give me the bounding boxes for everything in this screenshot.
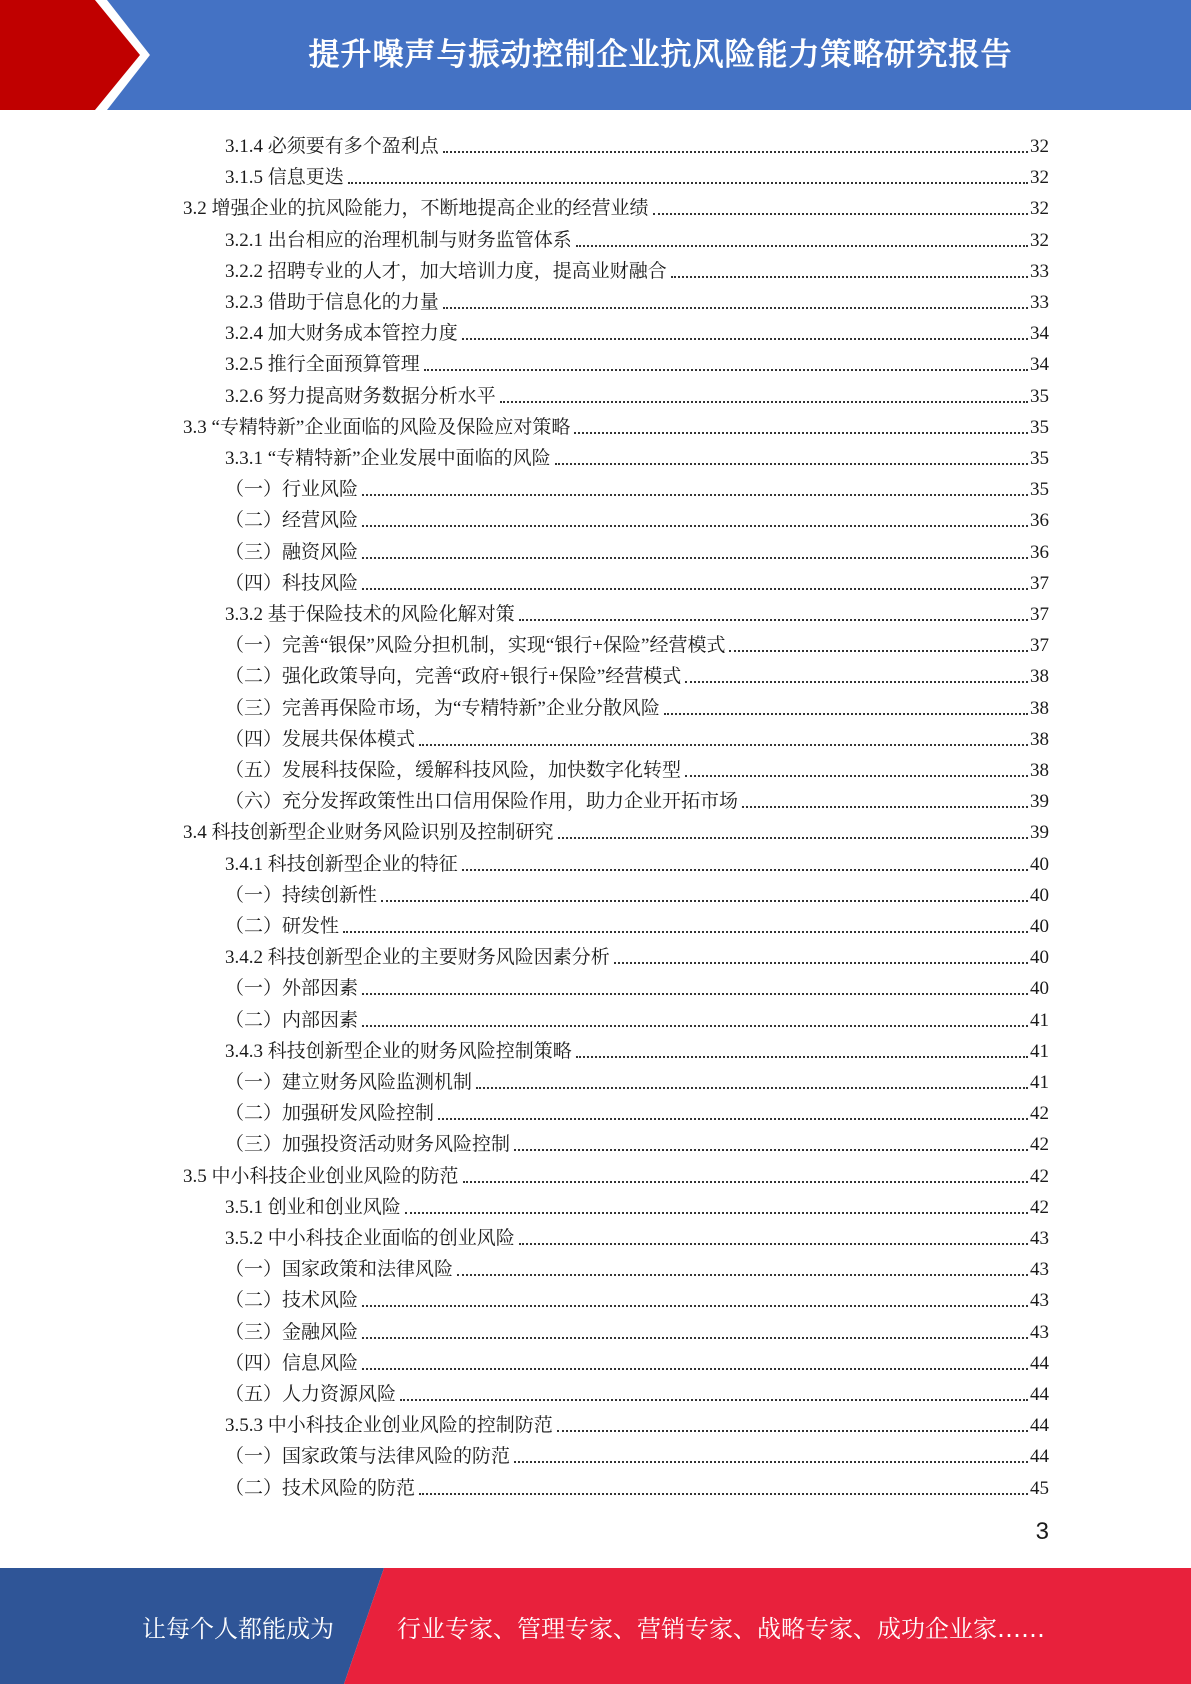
toc-entry[interactable] xyxy=(225,128,1049,159)
toc-dot-leader xyxy=(348,182,1028,184)
toc-entry-page: 33 xyxy=(1030,260,1049,282)
toc-entry-page: 39 xyxy=(1030,822,1049,844)
toc-dot-leader xyxy=(362,1337,1028,1339)
toc-entry-page: 36 xyxy=(1030,541,1049,563)
toc-entry-label: 3.2.5 推行全面预算管理 xyxy=(225,354,420,376)
toc-entry-page: 43 xyxy=(1030,1228,1049,1249)
toc-entry-label: （二）强化政策导向，完善“政府+银行+保险”经营模式 xyxy=(225,666,682,688)
toc-entry-label: （五）人力资源风险 xyxy=(225,1384,397,1405)
toc-dot-leader xyxy=(576,245,1028,247)
toc-entry-label: 3.4.2 科技创新型企业的主要财务风险因素分析 xyxy=(225,947,610,969)
toc-entry[interactable] xyxy=(225,1095,1049,1126)
toc-entry-label: （四）科技风险 xyxy=(225,572,359,594)
toc-entry-page: 38 xyxy=(1030,760,1049,781)
toc-entry-page: 35 xyxy=(1030,385,1049,407)
toc-entry-label: （三）加强投资活动财务风险控制 xyxy=(225,1134,511,1156)
toc-entry-label: （六）充分发挥政策性出口信用保险作用，助力企业开拓市场 xyxy=(225,791,739,813)
toc-entry-page: 40 xyxy=(1030,853,1049,875)
toc-entry[interactable] xyxy=(225,565,1049,596)
toc-dot-leader xyxy=(500,401,1028,403)
toc-entry-page: 36 xyxy=(1030,510,1049,532)
toc-dot-leader xyxy=(514,1461,1028,1463)
toc-entry[interactable] xyxy=(225,846,1049,877)
toc-entry-page: 44 xyxy=(1030,1384,1049,1405)
red-arrow-shape xyxy=(0,0,150,110)
toc-entry-page: 37 xyxy=(1030,635,1049,657)
toc-entry-label: （二）内部因素 xyxy=(225,1009,359,1031)
toc-dot-leader xyxy=(424,369,1028,371)
toc-entry[interactable] xyxy=(225,1407,1049,1438)
toc-entry-page: 43 xyxy=(1030,1290,1049,1312)
toc-entry-label: （二）技术风险的防范 xyxy=(225,1477,416,1499)
toc-dot-leader xyxy=(443,151,1028,153)
toc-dot-leader xyxy=(514,1149,1028,1151)
toc-entry-label: （一）国家政策与法律风险的防范 xyxy=(225,1446,511,1468)
toc-dot-leader xyxy=(400,1399,1028,1401)
toc-entry-page: 42 xyxy=(1030,1165,1049,1187)
toc-entry-page: 45 xyxy=(1030,1477,1049,1499)
toc-entry[interactable] xyxy=(225,1002,1049,1033)
toc-dot-leader xyxy=(362,494,1028,496)
toc-dot-leader xyxy=(362,993,1028,995)
toc-entry-label: 3.2.3 借助于信息化的力量 xyxy=(225,292,439,313)
toc-entry-page: 40 xyxy=(1030,884,1049,906)
toc-dot-leader xyxy=(462,869,1028,871)
toc-entry-page: 41 xyxy=(1030,1040,1049,1062)
toc-dot-leader xyxy=(362,525,1028,527)
toc-entry-label: 3.5.1 创业和创业风险 xyxy=(225,1196,401,1218)
toc-entry[interactable] xyxy=(225,1282,1049,1313)
toc-entry-page: 32 xyxy=(1030,229,1049,251)
toc-dot-leader xyxy=(362,588,1028,590)
toc-dot-leader xyxy=(664,713,1028,715)
toc-entry-label: （一）国家政策和法律风险 xyxy=(225,1259,454,1281)
toc-entry[interactable] xyxy=(225,346,1049,377)
toc-entry-label: （一）行业风险 xyxy=(225,479,359,501)
toc-entry[interactable] xyxy=(225,1470,1049,1501)
toc-entry-label: （一）持续创新性 xyxy=(225,884,378,906)
toc-entry[interactable] xyxy=(225,1220,1049,1251)
toc-entry[interactable] xyxy=(225,1314,1049,1345)
toc-entry-page: 42 xyxy=(1030,1196,1049,1218)
toc-entry-page: 32 xyxy=(1030,167,1049,189)
toc-entry[interactable] xyxy=(183,814,1049,845)
toc-entry-page: 40 xyxy=(1030,916,1049,937)
toc-entry[interactable] xyxy=(225,721,1049,752)
toc-dot-leader xyxy=(614,962,1028,964)
toc-entry-page: 43 xyxy=(1030,1321,1049,1343)
toc-entry[interactable] xyxy=(225,1033,1049,1064)
header-band xyxy=(0,0,1191,110)
toc-dot-leader xyxy=(381,900,1028,902)
toc-dot-leader xyxy=(343,931,1028,933)
toc-entry-label: 3.2.4 加大财务成本管控力度 xyxy=(225,323,458,345)
toc-entry[interactable] xyxy=(225,284,1049,315)
toc-entry-page: 40 xyxy=(1030,947,1049,969)
toc-entry-label: 3.5 中小科技企业创业风险的防范 xyxy=(183,1165,459,1187)
toc-entry[interactable] xyxy=(225,378,1049,409)
toc-dot-leader xyxy=(576,1056,1028,1058)
toc-entry[interactable] xyxy=(183,1158,1049,1189)
toc-entry-page: 38 xyxy=(1030,666,1049,688)
toc-entry[interactable] xyxy=(225,534,1049,565)
toc-entry[interactable] xyxy=(225,658,1049,689)
toc-dot-leader xyxy=(419,744,1028,746)
toc-entry-label: 3.1.4 必须要有多个盈利点 xyxy=(225,136,439,157)
toc-entry[interactable] xyxy=(225,783,1049,814)
toc-entry[interactable] xyxy=(225,690,1049,721)
toc-entry-label: 3.2.6 努力提高财务数据分析水平 xyxy=(225,385,496,407)
toc-entry-label: （四）发展共保体模式 xyxy=(225,728,416,750)
footer-band xyxy=(0,1568,1191,1684)
page-number: 3 xyxy=(1035,1518,1049,1545)
toc-entry[interactable] xyxy=(225,877,1049,908)
toc-entry-label: （三）融资风险 xyxy=(225,541,359,563)
toc-dot-leader xyxy=(557,1430,1028,1432)
toc-entry-page: 42 xyxy=(1030,1134,1049,1156)
toc-entry[interactable] xyxy=(225,471,1049,502)
toc-dot-leader xyxy=(405,1212,1028,1214)
toc-entry-label: （二）研发性 xyxy=(225,916,340,937)
toc-entry[interactable] xyxy=(225,752,1049,783)
toc-entry-page: 43 xyxy=(1030,1259,1049,1281)
toc-entry-label: 3.3 “专精特新”企业面临的风险及保险应对策略 xyxy=(183,416,571,438)
toc-entry-page: 33 xyxy=(1030,292,1049,313)
toc-entry[interactable] xyxy=(225,1251,1049,1282)
toc-entry-label: （二）技术风险 xyxy=(225,1290,359,1312)
toc-entry-label: 3.1.5 信息更迭 xyxy=(225,167,344,189)
toc-entry-label: （二）经营风险 xyxy=(225,510,359,532)
toc-entry-label: 3.3.2 基于保险技术的风险化解对策 xyxy=(225,604,515,625)
toc-entry-page: 38 xyxy=(1030,697,1049,719)
toc-entry-page: 34 xyxy=(1030,354,1049,376)
toc-entry-page: 34 xyxy=(1030,323,1049,345)
footer-slogan-left: 让每个人都能成为 xyxy=(142,1614,334,1643)
toc-entry-page: 35 xyxy=(1030,416,1049,438)
toc-entry[interactable] xyxy=(225,440,1049,471)
toc-entry-page: 35 xyxy=(1030,479,1049,501)
toc-dot-leader xyxy=(519,619,1028,621)
toc-dot-leader xyxy=(362,557,1028,559)
toc-entry-label: （一）完善“银保”风险分担机制，实现“银行+保险”经营模式 xyxy=(225,635,726,657)
toc-entry-page: 40 xyxy=(1030,978,1049,1000)
toc-entry-label: （二）加强研发风险控制 xyxy=(225,1103,435,1125)
toc-entry-label: （一）建立财务风险监测机制 xyxy=(225,1072,473,1093)
toc-entry-label: 3.2.2 招聘专业的人才，加大培训力度，提高业财融合 xyxy=(225,260,667,282)
toc-dot-leader xyxy=(671,276,1028,278)
toc-entry-page: 37 xyxy=(1030,572,1049,594)
toc-entry-page: 41 xyxy=(1030,1009,1049,1031)
toc-dot-leader xyxy=(457,1274,1028,1276)
toc-entry[interactable] xyxy=(225,908,1049,939)
toc-dot-leader xyxy=(438,1118,1028,1120)
toc-entry-label: 3.5.3 中小科技企业创业风险的控制防范 xyxy=(225,1415,553,1437)
toc-entry[interactable] xyxy=(225,627,1049,658)
toc-entry-page: 32 xyxy=(1030,136,1049,157)
toc-entry[interactable] xyxy=(225,253,1049,284)
toc-entry-page: 44 xyxy=(1030,1415,1049,1437)
toc-dot-leader xyxy=(362,1025,1028,1027)
toc-entry[interactable] xyxy=(225,315,1049,346)
toc-entry-label: （一）外部因素 xyxy=(225,978,359,1000)
toc-entry-label: （三）金融风险 xyxy=(225,1321,359,1343)
toc-dot-leader xyxy=(519,1243,1028,1245)
toc-entry[interactable] xyxy=(225,1189,1049,1220)
toc-entry-label: 3.2 增强企业的抗风险能力，不断地提高企业的经营业绩 xyxy=(183,198,649,220)
toc-dot-leader xyxy=(729,650,1028,652)
toc-dot-leader xyxy=(653,213,1028,215)
toc-dot-leader xyxy=(685,681,1028,683)
toc-entry[interactable] xyxy=(225,596,1049,627)
toc-dot-leader xyxy=(362,1368,1028,1370)
toc-entry[interactable] xyxy=(183,409,1049,440)
toc-entry[interactable] xyxy=(225,1438,1049,1469)
toc-entry-page: 32 xyxy=(1030,198,1049,220)
toc-entry[interactable] xyxy=(225,1376,1049,1407)
toc-entry-page: 37 xyxy=(1030,604,1049,625)
toc-entry-page: 42 xyxy=(1030,1103,1049,1125)
toc-dot-leader xyxy=(476,1087,1028,1089)
toc-entry-page: 44 xyxy=(1030,1446,1049,1468)
toc-dot-leader xyxy=(574,432,1028,434)
toc-entry[interactable] xyxy=(225,970,1049,1001)
toc-entry-label: 3.3.1 “专精特新”企业发展中面临的风险 xyxy=(225,448,551,469)
toc-entry-page: 41 xyxy=(1030,1072,1049,1093)
toc-entry[interactable] xyxy=(225,222,1049,253)
toc-entry-page: 38 xyxy=(1030,728,1049,750)
toc-dot-leader xyxy=(555,463,1028,465)
document-title: 提升噪声与振动控制企业抗风险能力策略研究报告 xyxy=(308,36,1013,73)
toc-entry[interactable] xyxy=(225,1064,1049,1095)
toc-entry-page: 39 xyxy=(1030,791,1049,813)
toc-entry-page: 44 xyxy=(1030,1352,1049,1374)
toc-dot-leader xyxy=(685,775,1028,777)
toc-entry-label: 3.5.2 中小科技企业面临的创业风险 xyxy=(225,1228,515,1249)
toc-entry-label: （三）完善再保险市场，为“专精特新”企业分散风险 xyxy=(225,697,660,719)
toc-dot-leader xyxy=(419,1493,1028,1495)
toc-entry-label: （四）信息风险 xyxy=(225,1352,359,1374)
toc-dot-leader xyxy=(443,307,1028,309)
toc-entry-label: 3.2.1 出台相应的治理机制与财务监管体系 xyxy=(225,229,572,251)
toc-dot-leader xyxy=(742,806,1028,808)
toc-entry[interactable] xyxy=(183,190,1049,221)
toc-entry[interactable] xyxy=(225,502,1049,533)
toc-entry[interactable] xyxy=(225,1126,1049,1157)
footer-slogan-right: 行业专家、管理专家、营销专家、战略专家、成功企业家…… xyxy=(397,1614,1045,1643)
toc-entry[interactable] xyxy=(225,1345,1049,1376)
toc-entry-page: 35 xyxy=(1030,448,1049,469)
toc-entry[interactable] xyxy=(225,159,1049,190)
toc-entry-label: （五）发展科技保险，缓解科技风险，加快数字化转型 xyxy=(225,760,682,781)
toc-dot-leader xyxy=(463,1181,1028,1183)
toc-dot-leader xyxy=(462,338,1028,340)
toc-entry-label: 3.4.1 科技创新型企业的特征 xyxy=(225,853,458,875)
toc-entry-label: 3.4 科技创新型企业财务风险识别及控制研究 xyxy=(183,822,554,844)
toc-dot-leader xyxy=(362,1305,1028,1307)
toc-entry[interactable] xyxy=(225,939,1049,970)
toc-entry-label: 3.4.3 科技创新型企业的财务风险控制策略 xyxy=(225,1040,572,1062)
toc-dot-leader xyxy=(558,837,1028,839)
